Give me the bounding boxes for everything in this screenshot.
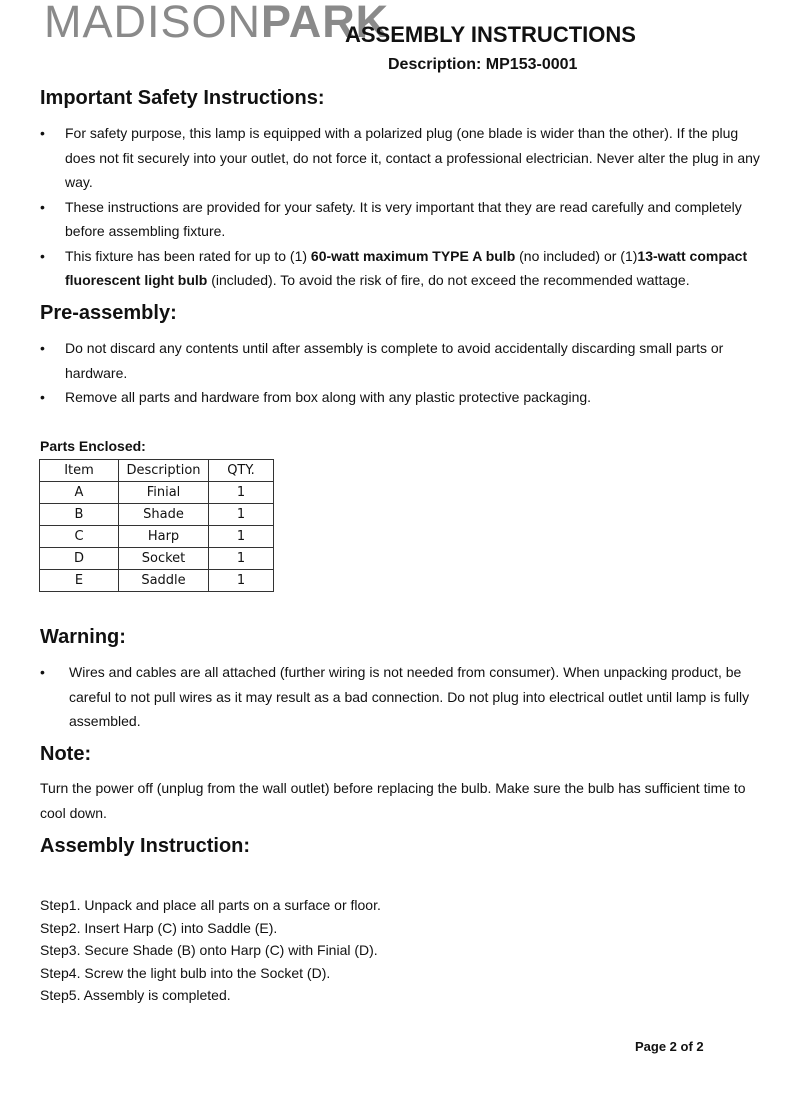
table-cell: Socket [119,548,209,570]
bullet-icon: • [40,125,45,141]
assembly-steps [40,894,381,1007]
bullet-icon: • [40,247,45,264]
table-cell: Finial [119,482,209,504]
bullet-icon: • [40,664,45,680]
safety-item-text: These instructions are provided for your safety. It is very important that they are read carefully and completely before assembling fixture. [65,198,742,239]
list-item [40,385,765,410]
list-item [40,195,765,244]
parts-label: Parts Enclosed: [40,438,146,454]
preassembly-heading: Pre-assembly: [40,302,177,324]
bullet-icon: • [40,340,45,356]
table-cell: D [40,548,119,570]
step-item: Step3. Secure Shade (B) onto Harp (C) with Finial (D). [40,942,378,958]
table-row [40,526,274,548]
bulb-rating-bold: 60-watt maximum TYPE A bulb [310,247,516,264]
bullet-icon: • [40,389,45,405]
safety-item-text: For safety purpose, this lamp is equipped with a polarized plug (one blade is wider than the other). If the plug does not fit securely into your outlet, do not force it, contact a professional electrician. Never alter the plug in any way. [65,125,760,190]
list-item [40,660,765,734]
list-item [40,244,765,293]
table-row [40,548,274,570]
note-heading: Note: [40,743,92,765]
page-number: Page 2 of 2 [635,1039,704,1054]
table-row [40,570,274,592]
column-header: Description [119,460,209,482]
table-cell: Saddle [119,570,209,592]
table-cell: A [40,482,119,504]
document-description: Description: MP153-0001 [388,56,578,73]
table-cell: Shade [119,504,209,526]
safety-item-text: (no included) or (1) [515,247,638,264]
document-title: ASSEMBLY INSTRUCTIONS [345,22,636,47]
step-item: Step5. Assembly is completed. [40,987,231,1003]
table-cell: E [40,570,119,592]
step-item: Step1. Unpack and place all parts on a surface or floor. [40,897,381,913]
table-cell: B [40,504,119,526]
table-cell: 1 [209,548,274,570]
warning-list [40,660,765,734]
safety-item-text: (included). To avoid the risk of fire, do not exceed the recommended wattage. [207,272,690,288]
safety-list [40,121,765,293]
table-cell: 1 [209,526,274,548]
table-cell: C [40,526,119,548]
note-text: Turn the power off (unplug from the wall outlet) before replacing the bulb. Make sure the bulb has sufficient time to cool down. [40,780,746,821]
parts-table [39,459,274,592]
warning-heading: Warning: [40,626,126,648]
cfl-rating-bold: 13-watt compact fluorescent light bulb [65,247,748,288]
list-item [40,336,765,385]
preassembly-list [40,336,765,410]
table-header-row [40,460,274,482]
step-item: Step2. Insert Harp (C) into Saddle (E). [40,919,278,936]
preassembly-item-text: Remove all parts and hardware from box along with any plastic protective packaging. [65,389,592,405]
logo-text-light: MADISON [44,0,262,47]
table-cell: 1 [209,570,274,592]
warning-text: Wires and cables are all attached (further wiring is not needed from consumer). When unpacking product, be careful to not pull wires as it may result as a bad connection. Do not plug into electrical outlet until lamp is fully assembled. [69,664,750,729]
brand-logo [44,0,390,47]
bullet-icon: • [40,198,45,215]
preassembly-item-text: Do not discard any contents until after assembly is complete to avoid accidentally discarding small parts or hardware. [65,340,724,381]
table-row [40,482,274,504]
table-row [40,504,274,526]
safety-item-text: This fixture has been rated for up to (1) [65,247,311,264]
column-header: QTY. [209,460,274,482]
safety-heading: Important Safety Instructions: [40,87,325,109]
logo-text-bold: PARK [261,0,390,47]
list-item [40,121,765,195]
table-cell: 1 [209,504,274,526]
step-item: Step4. Screw the light bulb into the Socket (D). [40,964,331,981]
column-header: Item [40,460,119,482]
table-cell: Harp [119,526,209,548]
table-cell: 1 [209,482,274,504]
assembly-heading: Assembly Instruction: [40,835,251,857]
